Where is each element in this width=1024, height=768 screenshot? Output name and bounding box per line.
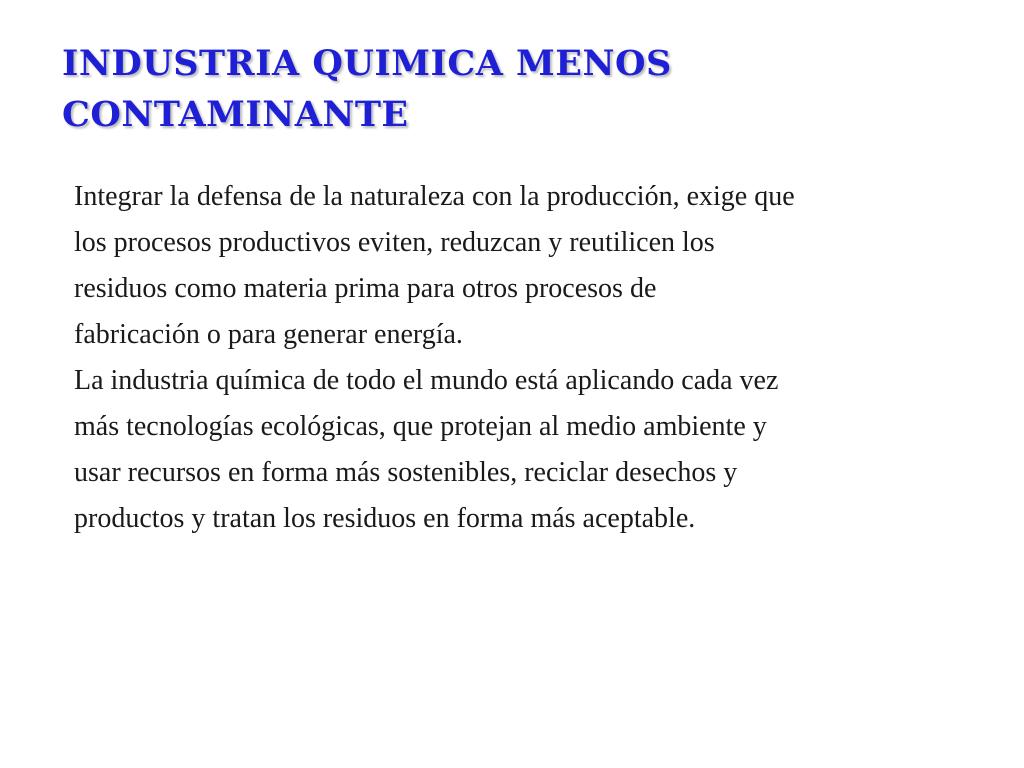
paragraph-2 — [74, 358, 974, 542]
slide-title — [62, 38, 962, 140]
paragraph-line: productos y tratan los residuos en forma más aceptable. — [74, 503, 696, 534]
paragraph-line: los procesos productivos eviten, reduzcan y reutilicen los — [74, 227, 715, 258]
paragraph-line: Integrar la defensa de la naturaleza con la producción, exige que — [74, 181, 795, 212]
paragraph-line: más tecnologías ecológicas, que protejan al medio ambiente y — [74, 411, 767, 442]
paragraph-line: fabricación o para generar energía. — [74, 319, 463, 350]
paragraph-line: usar recursos en forma más sostenibles, reciclar desechos y — [74, 457, 738, 488]
paragraph-line: La industria química de todo el mundo está aplicando cada vez — [74, 365, 779, 396]
paragraph-1 — [74, 174, 974, 358]
title-line: INDUSTRIA QUIMICA MENOS — [62, 43, 672, 84]
paragraph-line: residuos como materia prima para otros procesos de — [74, 273, 657, 304]
title-line: CONTAMINANTE — [62, 94, 409, 135]
slide-body — [74, 174, 974, 542]
